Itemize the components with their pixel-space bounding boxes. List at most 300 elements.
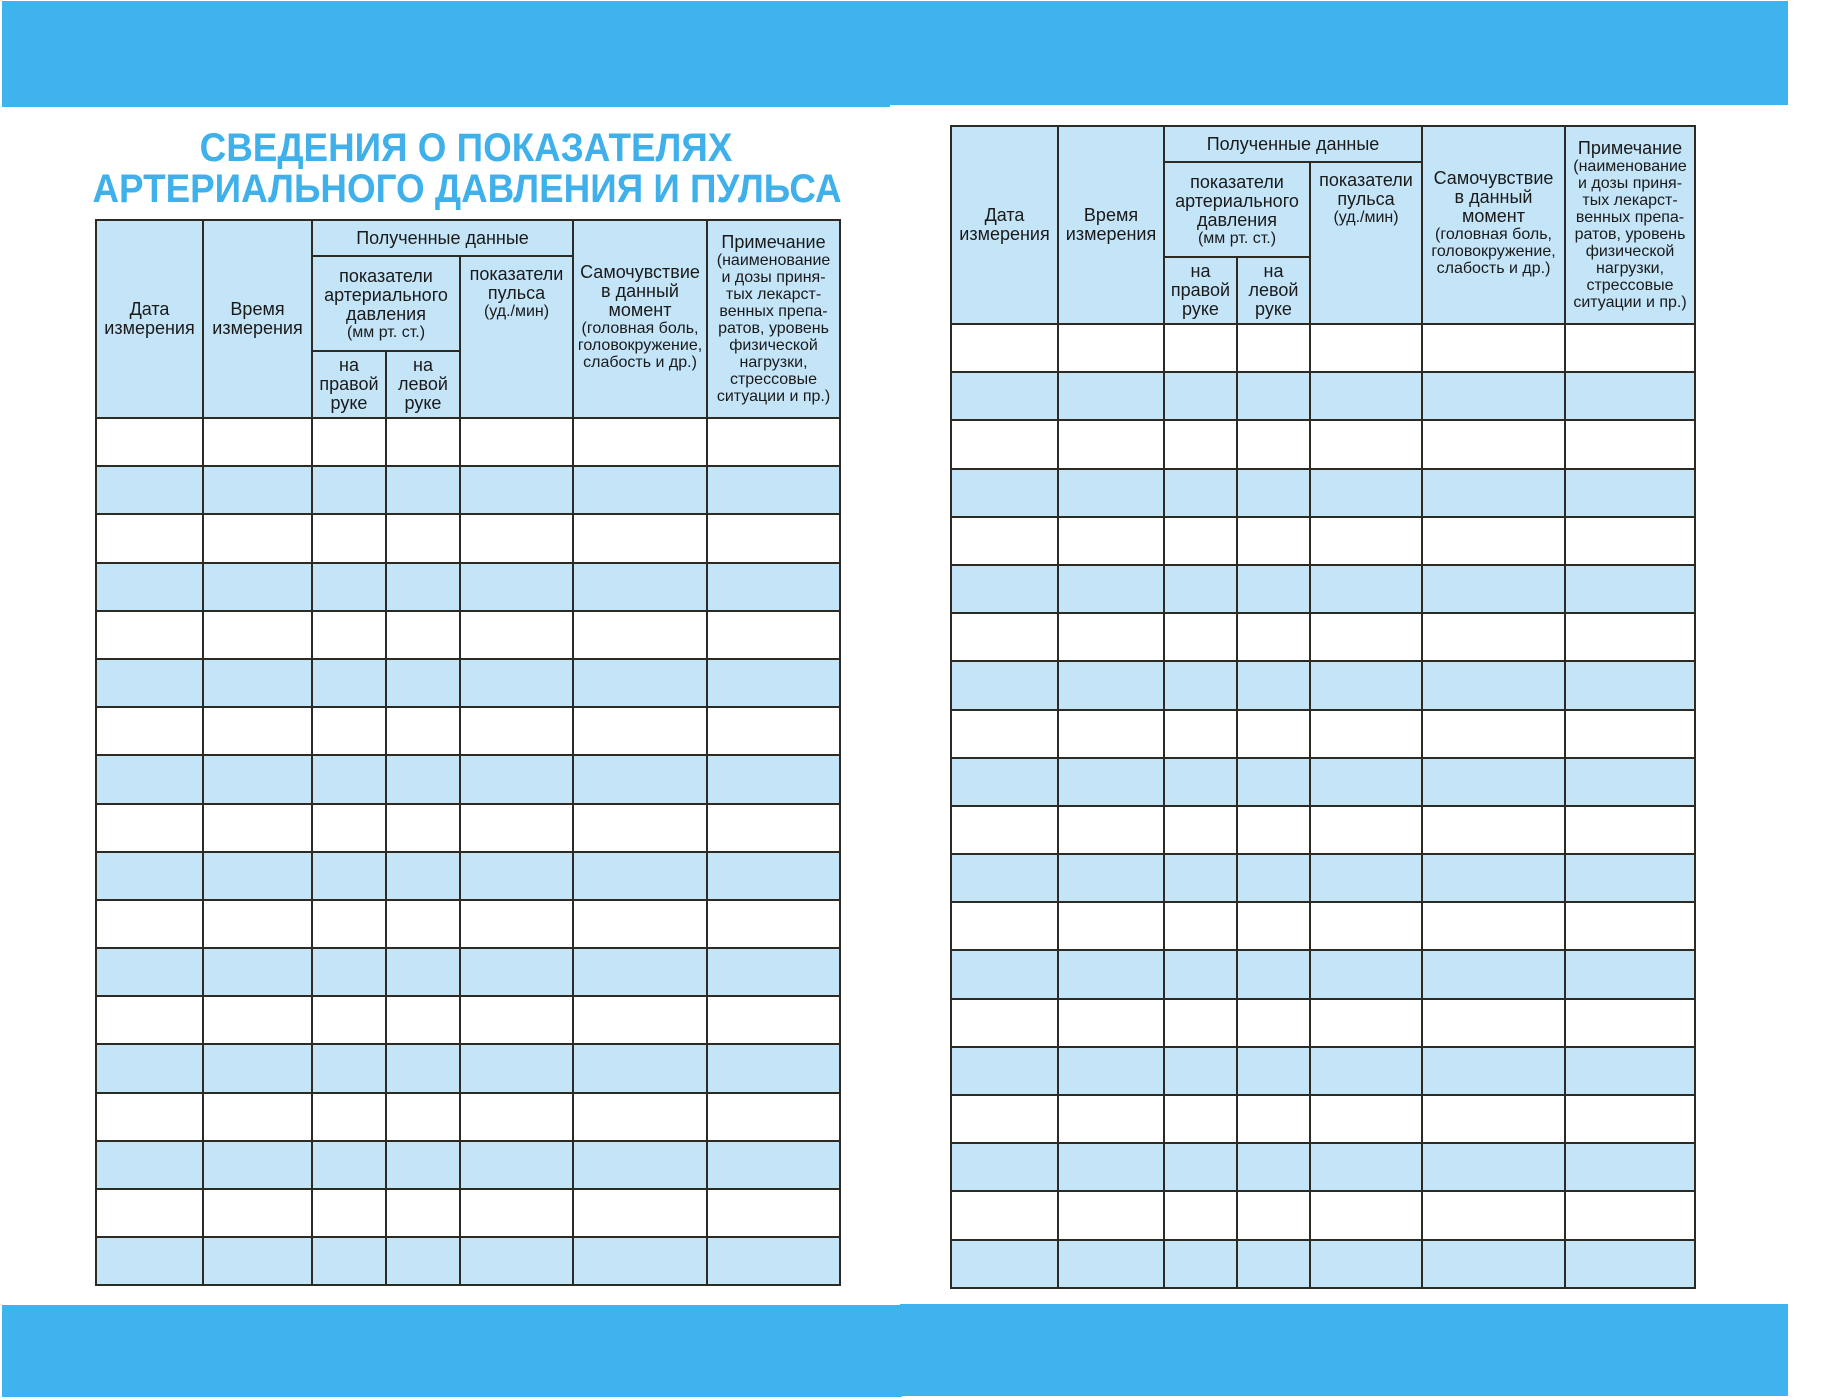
entry-cell-bp-right-arm[interactable] <box>312 900 386 948</box>
entry-cell-bp-left-arm[interactable] <box>386 1141 460 1189</box>
table-row <box>951 372 1695 420</box>
entry-cell-bp-left-arm[interactable] <box>1237 902 1310 950</box>
entry-cell-pulse[interactable] <box>460 1237 573 1285</box>
entry-cell-note[interactable] <box>1565 710 1695 758</box>
entry-cell-bp-right-arm[interactable] <box>1164 1047 1237 1095</box>
entry-cell-note[interactable] <box>707 659 840 707</box>
entry-cell-date[interactable] <box>951 806 1058 854</box>
entry-cell-pulse[interactable] <box>460 804 573 852</box>
entry-cell-time[interactable] <box>1058 1095 1164 1143</box>
entry-cell-bp-right-arm[interactable] <box>312 611 386 659</box>
entry-cell-note[interactable] <box>1565 854 1695 902</box>
entry-cell-bp-right-arm[interactable] <box>1164 661 1237 709</box>
entry-cell-wellbeing[interactable] <box>1422 420 1565 468</box>
entry-cell-time[interactable] <box>1058 950 1164 998</box>
entry-cell-bp-left-arm[interactable] <box>1237 999 1310 1047</box>
entry-cell-note[interactable] <box>707 1093 840 1141</box>
entry-cell-time[interactable] <box>203 418 312 466</box>
entry-cell-time[interactable] <box>1058 565 1164 613</box>
entry-cell-bp-right-arm[interactable] <box>312 804 386 852</box>
entry-cell-bp-right-arm[interactable] <box>1164 806 1237 854</box>
header-pulse <box>1310 162 1422 324</box>
entry-cell-bp-left-arm[interactable] <box>1237 661 1310 709</box>
entry-cell-bp-left-arm[interactable] <box>1237 1095 1310 1143</box>
entry-cell-date[interactable] <box>951 999 1058 1047</box>
entry-cell-note[interactable] <box>707 514 840 562</box>
entry-cell-bp-right-arm[interactable] <box>1164 999 1237 1047</box>
entry-cell-date[interactable] <box>96 659 203 707</box>
entry-cell-pulse[interactable] <box>460 948 573 996</box>
entry-cell-date[interactable] <box>951 469 1058 517</box>
entry-cell-pulse[interactable] <box>460 707 573 755</box>
entry-cell-date[interactable] <box>96 1237 203 1285</box>
entry-cell-time[interactable] <box>1058 469 1164 517</box>
entry-cell-note[interactable] <box>1565 517 1695 565</box>
entry-cell-date[interactable] <box>96 418 203 466</box>
entry-cell-time[interactable] <box>203 1189 312 1237</box>
entry-cell-date[interactable] <box>951 1095 1058 1143</box>
entry-cell-time[interactable] <box>203 1093 312 1141</box>
entry-cell-note[interactable] <box>707 707 840 755</box>
bp-log-table-right <box>950 125 1696 1289</box>
header-note-detail: (наименование и дозы приня- тых лекарст- венных препа- ратов, уровень физической нагрузки, стрессовые ситуации и пр.) <box>1573 158 1687 311</box>
entry-cell-time[interactable] <box>1058 1047 1164 1095</box>
entry-cell-bp-right-arm[interactable] <box>1164 854 1237 902</box>
entry-cell-time[interactable] <box>203 900 312 948</box>
entry-cell-wellbeing[interactable] <box>1422 806 1565 854</box>
entry-cell-date[interactable] <box>96 900 203 948</box>
entry-cell-bp-left-arm[interactable] <box>1237 372 1310 420</box>
entry-cell-wellbeing[interactable] <box>1422 661 1565 709</box>
entry-cell-wellbeing[interactable] <box>573 948 707 996</box>
entry-cell-wellbeing[interactable] <box>1422 950 1565 998</box>
entry-cell-wellbeing[interactable] <box>573 466 707 514</box>
entry-cell-pulse[interactable] <box>1310 1240 1422 1288</box>
entry-cell-date[interactable] <box>951 758 1058 806</box>
entry-cell-bp-right-arm[interactable] <box>1164 420 1237 468</box>
table-row <box>96 804 840 852</box>
entry-cell-bp-left-arm[interactable] <box>386 514 460 562</box>
entry-cell-time[interactable] <box>203 948 312 996</box>
entry-cell-note[interactable] <box>1565 469 1695 517</box>
entry-cell-wellbeing[interactable] <box>1422 517 1565 565</box>
entry-cell-time[interactable] <box>203 1141 312 1189</box>
entry-cell-pulse[interactable] <box>1310 1095 1422 1143</box>
entry-cell-time[interactable] <box>1058 999 1164 1047</box>
entry-cell-wellbeing[interactable] <box>1422 469 1565 517</box>
entry-cell-wellbeing[interactable] <box>1422 1191 1565 1239</box>
entry-cell-bp-right-arm[interactable] <box>1164 1095 1237 1143</box>
entry-cell-pulse[interactable] <box>1310 469 1422 517</box>
entry-cell-wellbeing[interactable] <box>573 755 707 803</box>
entry-cell-date[interactable] <box>951 902 1058 950</box>
entry-cell-time[interactable] <box>1058 710 1164 758</box>
entry-cell-time[interactable] <box>203 852 312 900</box>
entry-cell-pulse[interactable] <box>1310 758 1422 806</box>
entry-cell-bp-left-arm[interactable] <box>1237 324 1310 372</box>
entry-cell-bp-left-arm[interactable] <box>1237 565 1310 613</box>
entry-cell-wellbeing[interactable] <box>1422 710 1565 758</box>
entry-cell-wellbeing[interactable] <box>1422 1143 1565 1191</box>
table-row <box>96 900 840 948</box>
entry-cell-bp-left-arm[interactable] <box>1237 1191 1310 1239</box>
entry-cell-bp-left-arm[interactable] <box>386 418 460 466</box>
entry-cell-bp-left-arm[interactable] <box>386 948 460 996</box>
entry-cell-time[interactable] <box>1058 661 1164 709</box>
entry-cell-bp-right-arm[interactable] <box>1164 469 1237 517</box>
entry-cell-time[interactable] <box>203 1237 312 1285</box>
header-wellbeing-title: Самочувствие в данный момент <box>1433 168 1554 226</box>
entry-cell-note[interactable] <box>1565 999 1695 1047</box>
entry-cell-note[interactable] <box>1565 902 1695 950</box>
entry-cell-date[interactable] <box>951 420 1058 468</box>
entry-cell-wellbeing[interactable] <box>573 900 707 948</box>
entry-cell-bp-right-arm[interactable] <box>312 852 386 900</box>
entry-cell-pulse[interactable] <box>460 1189 573 1237</box>
entry-cell-wellbeing[interactable] <box>573 514 707 562</box>
entry-cell-wellbeing[interactable] <box>573 659 707 707</box>
entry-cell-time[interactable] <box>203 996 312 1044</box>
entry-cell-bp-right-arm[interactable] <box>312 514 386 562</box>
entry-cell-bp-left-arm[interactable] <box>386 804 460 852</box>
entry-cell-date[interactable] <box>96 852 203 900</box>
entry-cell-date[interactable] <box>96 563 203 611</box>
entry-cell-time[interactable] <box>1058 372 1164 420</box>
entry-cell-time[interactable] <box>203 659 312 707</box>
entry-cell-bp-right-arm[interactable] <box>1164 710 1237 758</box>
entry-cell-pulse[interactable] <box>1310 661 1422 709</box>
entry-cell-bp-left-arm[interactable] <box>386 611 460 659</box>
entry-cell-time[interactable] <box>1058 517 1164 565</box>
entry-cell-pulse[interactable] <box>1310 613 1422 661</box>
entry-cell-bp-left-arm[interactable] <box>386 900 460 948</box>
entry-cell-bp-left-arm[interactable] <box>386 466 460 514</box>
entry-cell-note[interactable] <box>707 900 840 948</box>
entry-cell-bp-left-arm[interactable] <box>386 1093 460 1141</box>
entry-cell-time[interactable] <box>1058 613 1164 661</box>
entry-cell-bp-left-arm[interactable] <box>1237 950 1310 998</box>
header-pulse <box>460 256 573 418</box>
entry-cell-wellbeing[interactable] <box>573 611 707 659</box>
entry-cell-bp-right-arm[interactable] <box>312 659 386 707</box>
entry-cell-note[interactable] <box>707 1141 840 1189</box>
header-time: Время измерения <box>1058 126 1164 324</box>
entry-cell-date[interactable] <box>96 1141 203 1189</box>
entry-cell-wellbeing[interactable] <box>1422 854 1565 902</box>
table-row <box>951 758 1695 806</box>
header-note <box>707 220 840 418</box>
entry-cell-pulse[interactable] <box>460 611 573 659</box>
entry-cell-bp-right-arm[interactable] <box>1164 758 1237 806</box>
entry-cell-bp-right-arm[interactable] <box>312 1189 386 1237</box>
entry-cell-wellbeing[interactable] <box>573 563 707 611</box>
entry-cell-wellbeing[interactable] <box>1422 372 1565 420</box>
entry-cell-pulse[interactable] <box>1310 710 1422 758</box>
entry-cell-bp-right-arm[interactable] <box>312 1093 386 1141</box>
header-left-arm: на левой руке <box>386 351 460 418</box>
entry-cell-note[interactable] <box>707 1044 840 1092</box>
entry-cell-bp-right-arm[interactable] <box>312 948 386 996</box>
entry-cell-bp-left-arm[interactable] <box>1237 1047 1310 1095</box>
entry-cell-bp-left-arm[interactable] <box>1237 1143 1310 1191</box>
entry-cell-note[interactable] <box>1565 372 1695 420</box>
entry-cell-note[interactable] <box>1565 1191 1695 1239</box>
entry-cell-pulse[interactable] <box>460 514 573 562</box>
entry-cell-bp-right-arm[interactable] <box>1164 1191 1237 1239</box>
entry-cell-note[interactable] <box>707 466 840 514</box>
entry-cell-note[interactable] <box>1565 1240 1695 1288</box>
entry-cell-date[interactable] <box>96 755 203 803</box>
entry-cell-bp-left-arm[interactable] <box>386 707 460 755</box>
entry-cell-time[interactable] <box>203 755 312 803</box>
entry-cell-wellbeing[interactable] <box>1422 1095 1565 1143</box>
entry-cell-time[interactable] <box>1058 324 1164 372</box>
table-row <box>96 948 840 996</box>
entry-cell-wellbeing[interactable] <box>1422 565 1565 613</box>
table-row <box>951 1047 1695 1095</box>
entry-cell-bp-right-arm[interactable] <box>1164 613 1237 661</box>
entry-cell-pulse[interactable] <box>460 755 573 803</box>
entry-cell-bp-left-arm[interactable] <box>1237 420 1310 468</box>
entry-cell-pulse[interactable] <box>460 466 573 514</box>
header-bp <box>312 256 460 351</box>
entry-cell-bp-left-arm[interactable] <box>1237 806 1310 854</box>
entry-cell-pulse[interactable] <box>1310 806 1422 854</box>
entry-cell-time[interactable] <box>1058 854 1164 902</box>
entry-cell-pulse[interactable] <box>1310 517 1422 565</box>
entry-cell-bp-left-arm[interactable] <box>386 1044 460 1092</box>
entry-cell-note[interactable] <box>1565 324 1695 372</box>
entry-cell-wellbeing[interactable] <box>573 1044 707 1092</box>
header-date: Дата измерения <box>951 126 1058 324</box>
entry-cell-wellbeing[interactable] <box>573 996 707 1044</box>
entry-cell-wellbeing[interactable] <box>1422 324 1565 372</box>
entry-cell-bp-left-arm[interactable] <box>1237 517 1310 565</box>
entry-cell-date[interactable] <box>96 1044 203 1092</box>
entry-cell-note[interactable] <box>707 1237 840 1285</box>
entry-cell-date[interactable] <box>951 1047 1058 1095</box>
entry-cell-wellbeing[interactable] <box>573 1189 707 1237</box>
entry-cell-wellbeing[interactable] <box>573 804 707 852</box>
entry-cell-note[interactable] <box>1565 661 1695 709</box>
entry-cell-pulse[interactable] <box>460 563 573 611</box>
header-note-title: Примечание <box>721 232 826 252</box>
entry-cell-pulse[interactable] <box>1310 950 1422 998</box>
entry-cell-date[interactable] <box>951 1191 1058 1239</box>
entry-cell-bp-right-arm[interactable] <box>312 707 386 755</box>
entry-cell-bp-right-arm[interactable] <box>1164 1240 1237 1288</box>
entry-cell-bp-right-arm[interactable] <box>312 996 386 1044</box>
entry-cell-time[interactable] <box>1058 420 1164 468</box>
entry-cell-note[interactable] <box>1565 1095 1695 1143</box>
entry-cell-bp-right-arm[interactable] <box>1164 372 1237 420</box>
entry-cell-note[interactable] <box>1565 950 1695 998</box>
entry-cell-time[interactable] <box>203 804 312 852</box>
entry-cell-bp-right-arm[interactable] <box>1164 1143 1237 1191</box>
entry-cell-note[interactable] <box>707 611 840 659</box>
entry-cell-pulse[interactable] <box>460 900 573 948</box>
entry-cell-note[interactable] <box>707 755 840 803</box>
entry-cell-date[interactable] <box>96 948 203 996</box>
entry-cell-note[interactable] <box>707 1189 840 1237</box>
entry-cell-time[interactable] <box>203 466 312 514</box>
entry-cell-note[interactable] <box>707 804 840 852</box>
entry-cell-date[interactable] <box>951 710 1058 758</box>
entry-cell-date[interactable] <box>96 611 203 659</box>
entry-cell-date[interactable] <box>951 565 1058 613</box>
entry-cell-bp-left-arm[interactable] <box>386 1189 460 1237</box>
entry-cell-wellbeing[interactable] <box>573 852 707 900</box>
entry-cell-bp-left-arm[interactable] <box>386 996 460 1044</box>
entry-cell-pulse[interactable] <box>1310 1191 1422 1239</box>
entry-cell-note[interactable] <box>1565 758 1695 806</box>
entry-cell-wellbeing[interactable] <box>573 1237 707 1285</box>
table-row <box>951 517 1695 565</box>
table-row <box>96 1044 840 1092</box>
table-row <box>951 565 1695 613</box>
entry-cell-date[interactable] <box>96 514 203 562</box>
header-note-detail: (наименование и дозы приня- тых лекарст- венных препа- ратов, уровень физической нагрузки, стрессовые ситуации и пр.) <box>716 252 831 405</box>
entry-cell-bp-left-arm[interactable] <box>386 659 460 707</box>
entry-cell-bp-right-arm[interactable] <box>1164 565 1237 613</box>
table-row <box>951 324 1695 372</box>
entry-cell-date[interactable] <box>96 707 203 755</box>
entry-cell-date[interactable] <box>951 324 1058 372</box>
entry-cell-wellbeing[interactable] <box>1422 1047 1565 1095</box>
table-row <box>96 1093 840 1141</box>
entry-cell-bp-left-arm[interactable] <box>1237 710 1310 758</box>
entry-cell-note[interactable] <box>707 996 840 1044</box>
entry-cell-note[interactable] <box>707 852 840 900</box>
entry-cell-bp-right-arm[interactable] <box>1164 902 1237 950</box>
entry-cell-bp-right-arm[interactable] <box>312 418 386 466</box>
entry-cell-pulse[interactable] <box>460 1044 573 1092</box>
entry-cell-note[interactable] <box>1565 565 1695 613</box>
entry-cell-wellbeing[interactable] <box>573 1141 707 1189</box>
entry-cell-time[interactable] <box>203 1044 312 1092</box>
entry-cell-wellbeing[interactable] <box>1422 999 1565 1047</box>
entry-cell-date[interactable] <box>951 854 1058 902</box>
entry-cell-note[interactable] <box>707 948 840 996</box>
entry-cell-date[interactable] <box>96 1093 203 1141</box>
entry-cell-bp-left-arm[interactable] <box>1237 469 1310 517</box>
entry-cell-bp-right-arm[interactable] <box>312 1044 386 1092</box>
entry-cell-bp-right-arm[interactable] <box>312 755 386 803</box>
entry-cell-wellbeing[interactable] <box>573 1093 707 1141</box>
page-title <box>60 128 872 210</box>
entry-cell-wellbeing[interactable] <box>1422 902 1565 950</box>
entry-cell-pulse[interactable] <box>460 659 573 707</box>
entry-cell-date[interactable] <box>951 950 1058 998</box>
entry-cell-time[interactable] <box>203 563 312 611</box>
entry-cell-bp-right-arm[interactable] <box>312 466 386 514</box>
header-wellbeing <box>1422 126 1565 324</box>
entry-cell-note[interactable] <box>707 418 840 466</box>
entry-cell-wellbeing[interactable] <box>573 707 707 755</box>
entry-cell-note[interactable] <box>1565 806 1695 854</box>
entry-cell-bp-left-arm[interactable] <box>1237 854 1310 902</box>
entry-cell-note[interactable] <box>707 563 840 611</box>
table-row <box>96 852 840 900</box>
entry-cell-date[interactable] <box>96 466 203 514</box>
entry-cell-bp-left-arm[interactable] <box>386 755 460 803</box>
entry-cell-note[interactable] <box>1565 613 1695 661</box>
entry-cell-time[interactable] <box>1058 902 1164 950</box>
entry-cell-date[interactable] <box>951 1143 1058 1191</box>
entry-cell-pulse[interactable] <box>1310 999 1422 1047</box>
entry-cell-wellbeing[interactable] <box>1422 758 1565 806</box>
header-pulse-unit: (уд./мин) <box>1333 209 1399 226</box>
header-time: Время измерения <box>203 220 312 418</box>
entry-cell-pulse[interactable] <box>1310 565 1422 613</box>
entry-cell-date[interactable] <box>951 372 1058 420</box>
table-row <box>951 661 1695 709</box>
entry-cell-bp-right-arm[interactable] <box>312 563 386 611</box>
entry-cell-bp-left-arm[interactable] <box>386 852 460 900</box>
entry-cell-bp-left-arm[interactable] <box>386 563 460 611</box>
entry-cell-time[interactable] <box>203 707 312 755</box>
entry-cell-bp-right-arm[interactable] <box>1164 517 1237 565</box>
entry-cell-date[interactable] <box>951 1240 1058 1288</box>
entry-cell-pulse[interactable] <box>460 852 573 900</box>
entry-cell-note[interactable] <box>1565 1143 1695 1191</box>
entry-cell-bp-left-arm[interactable] <box>1237 1240 1310 1288</box>
entry-cell-date[interactable] <box>951 517 1058 565</box>
entry-cell-bp-right-arm[interactable] <box>1164 324 1237 372</box>
entry-cell-bp-right-arm[interactable] <box>312 1237 386 1285</box>
entry-cell-bp-left-arm[interactable] <box>386 1237 460 1285</box>
header-received-data: Полученные данные <box>1164 126 1422 162</box>
entry-cell-bp-left-arm[interactable] <box>1237 613 1310 661</box>
entry-cell-pulse[interactable] <box>460 418 573 466</box>
entry-cell-wellbeing[interactable] <box>1422 1240 1565 1288</box>
entry-cell-time[interactable] <box>1058 758 1164 806</box>
entry-cell-bp-right-arm[interactable] <box>312 1141 386 1189</box>
entry-cell-time[interactable] <box>1058 806 1164 854</box>
entry-cell-wellbeing[interactable] <box>1422 613 1565 661</box>
table-row <box>951 1240 1695 1288</box>
entry-cell-note[interactable] <box>1565 420 1695 468</box>
entry-cell-pulse[interactable] <box>460 996 573 1044</box>
entry-cell-pulse[interactable] <box>1310 1143 1422 1191</box>
entry-cell-date[interactable] <box>951 661 1058 709</box>
entry-cell-bp-right-arm[interactable] <box>1164 950 1237 998</box>
entry-cell-pulse[interactable] <box>1310 854 1422 902</box>
entry-cell-pulse[interactable] <box>460 1141 573 1189</box>
entry-cell-time[interactable] <box>203 514 312 562</box>
entry-cell-note[interactable] <box>1565 1047 1695 1095</box>
entry-cell-date[interactable] <box>96 1189 203 1237</box>
entry-cell-pulse[interactable] <box>460 1093 573 1141</box>
table-row <box>951 420 1695 468</box>
table-row <box>951 613 1695 661</box>
entry-cell-pulse[interactable] <box>1310 902 1422 950</box>
entry-cell-pulse[interactable] <box>1310 372 1422 420</box>
entry-cell-time[interactable] <box>1058 1240 1164 1288</box>
entry-cell-pulse[interactable] <box>1310 420 1422 468</box>
entry-cell-date[interactable] <box>96 804 203 852</box>
entry-cell-time[interactable] <box>1058 1143 1164 1191</box>
entry-cell-time[interactable] <box>203 611 312 659</box>
entry-cell-pulse[interactable] <box>1310 324 1422 372</box>
entry-cell-wellbeing[interactable] <box>573 418 707 466</box>
entry-cell-date[interactable] <box>951 613 1058 661</box>
header-wellbeing-note: (головная боль, головокружение, слабость и др.) <box>577 320 703 371</box>
entry-cell-bp-left-arm[interactable] <box>1237 758 1310 806</box>
entry-cell-time[interactable] <box>1058 1191 1164 1239</box>
entry-cell-date[interactable] <box>96 996 203 1044</box>
entry-cell-pulse[interactable] <box>1310 1047 1422 1095</box>
